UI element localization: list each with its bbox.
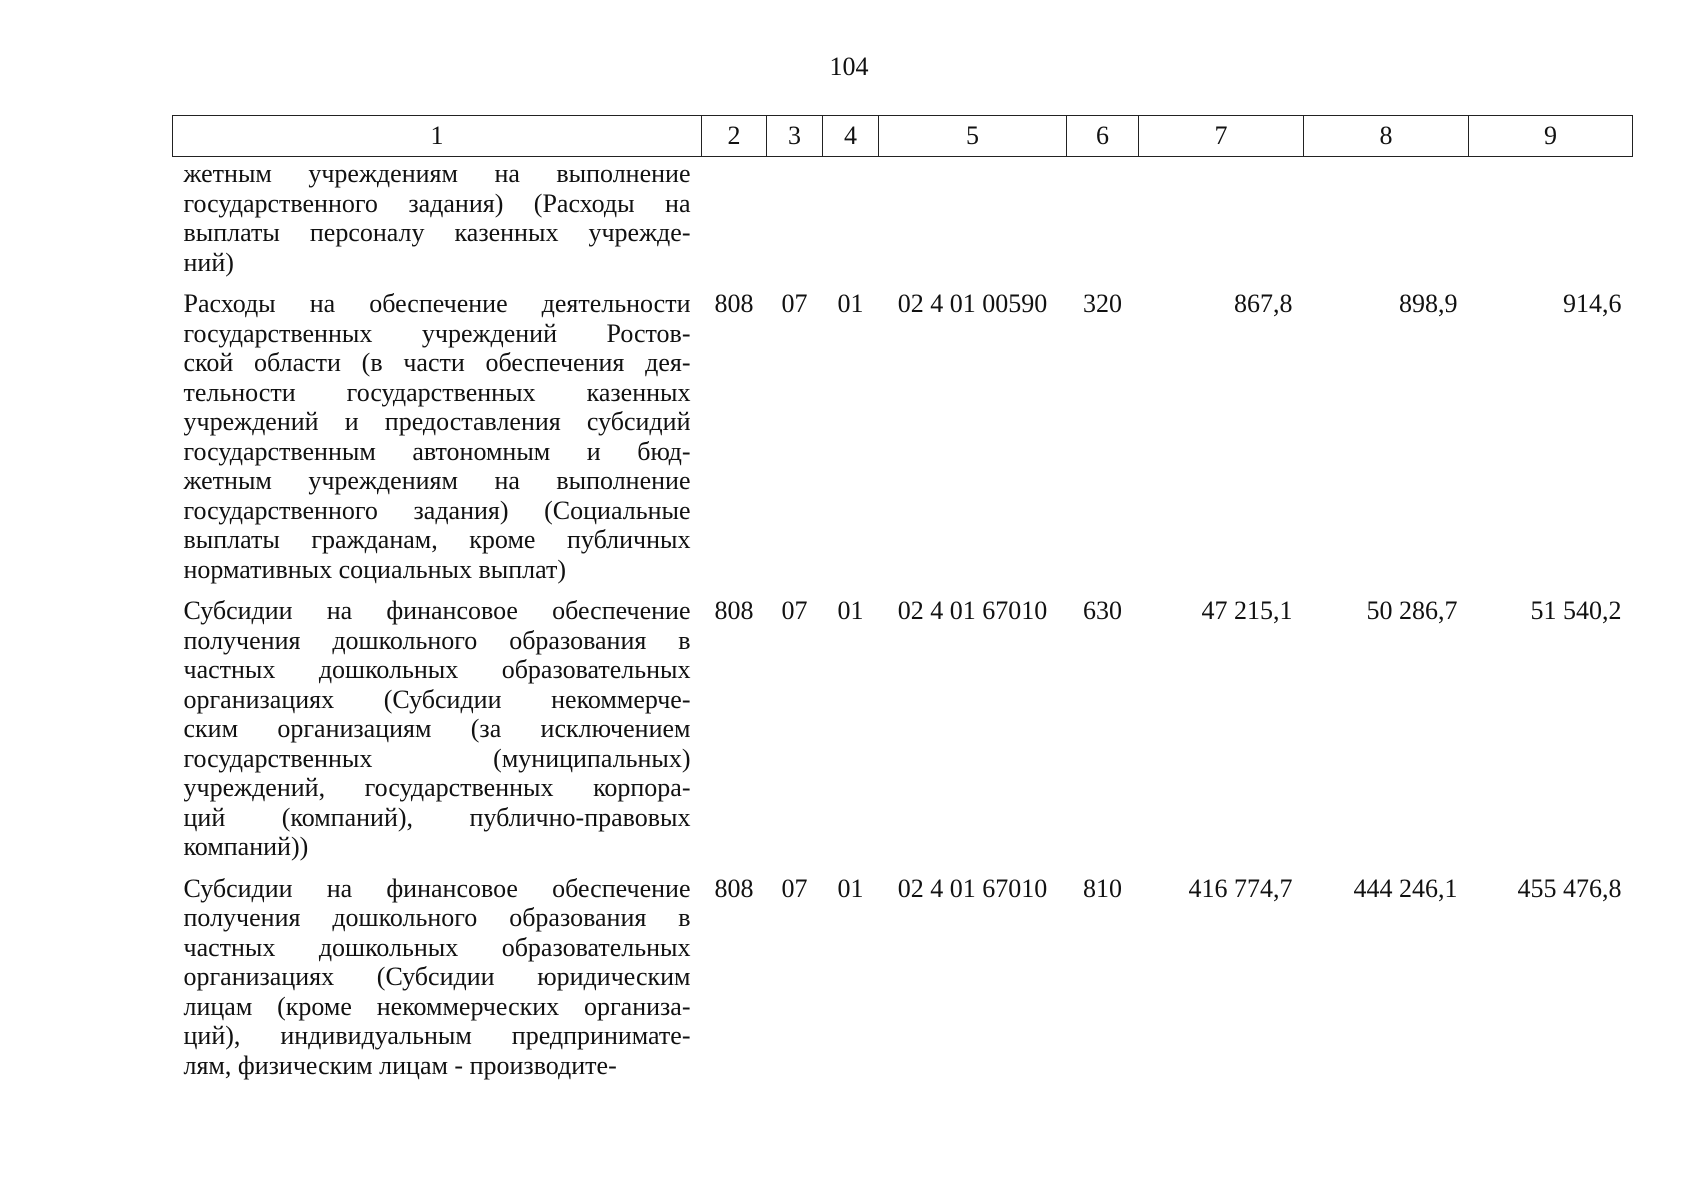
description-line: ний) xyxy=(183,247,234,277)
amount-year-3: 455 476,8 xyxy=(1517,873,1622,903)
header-col-7: 7 xyxy=(1139,116,1304,157)
description-line: частных дошкольных образовательных xyxy=(183,932,691,962)
subsection-code: 01 xyxy=(837,289,864,318)
subsection-code xyxy=(823,157,879,290)
header-col-3: 3 xyxy=(767,116,823,157)
expense-type-code: 810 xyxy=(1083,873,1122,903)
amount-year-2: 444 246,1 xyxy=(1353,873,1458,903)
description-line: получения дошкольного образования в xyxy=(183,625,691,655)
description-line: жетным учреждениям на выполнение xyxy=(183,159,691,188)
amount-year-2 xyxy=(1304,157,1469,290)
table-row xyxy=(173,157,1633,290)
description-line: получения дошкольного образования в xyxy=(183,903,691,932)
description-line: частных дошкольных образовательных xyxy=(183,655,691,684)
header-col-5: 5 xyxy=(879,116,1067,157)
table-header xyxy=(173,116,1633,157)
description-line: организациях (Субсидии юридическим xyxy=(183,962,691,991)
description-line: Субсидии на финансовое обеспечение xyxy=(183,873,691,903)
subsection-code: 01 xyxy=(837,596,864,625)
description-line: компаний)) xyxy=(183,832,309,861)
description-line: ций (компаний), публично-правовых xyxy=(183,802,691,832)
header-row xyxy=(173,116,1633,157)
row-description xyxy=(173,874,702,1093)
table-body xyxy=(173,157,1633,1093)
amount-year-2: 50 286,7 xyxy=(1366,596,1458,625)
expense-type-code: 320 xyxy=(1083,289,1122,318)
table-row xyxy=(173,874,1633,1093)
description-line: лицам (кроме некоммерческих организа- xyxy=(183,991,691,1021)
header-col-9: 9 xyxy=(1469,116,1633,157)
header-col-8: 8 xyxy=(1304,116,1469,157)
section-code xyxy=(767,157,823,290)
ministry-code: 808 xyxy=(714,596,754,625)
amount-year-1: 47 215,1 xyxy=(1201,596,1293,625)
row-description xyxy=(173,289,702,596)
description-line: тельности государственных казенных xyxy=(183,377,691,407)
section-code: 07 xyxy=(781,596,808,625)
description-line: организациях (Субсидии некоммерче- xyxy=(183,684,691,714)
row-description xyxy=(173,157,702,290)
description-line: учреждений и предоставления субсидий xyxy=(183,407,691,436)
description-line: государственных учреждений Ростов- xyxy=(183,318,691,348)
amount-year-3: 51 540,2 xyxy=(1530,596,1622,625)
amount-year-1 xyxy=(1139,157,1304,290)
amount-year-3: 914,6 xyxy=(1563,289,1622,318)
description-line: учреждений, государственных корпора- xyxy=(183,773,691,802)
description-line: Субсидии на финансовое обеспечение xyxy=(183,596,691,625)
section-code: 07 xyxy=(781,873,808,903)
description-line: выплаты персоналу казенных учрежде- xyxy=(183,218,691,247)
target-item-code: 02 4 01 67010 xyxy=(897,873,1048,903)
expense-type-code: 630 xyxy=(1083,596,1122,625)
description-line: государственным автономным и бюд- xyxy=(183,436,691,466)
row-description xyxy=(173,596,702,874)
description-line: лям, физическим лицам - производите- xyxy=(183,1050,617,1080)
ministry-code: 808 xyxy=(714,289,754,318)
table-row xyxy=(173,596,1633,874)
subsection-code: 01 xyxy=(837,873,864,903)
description-line: выплаты гражданам, кроме публичных xyxy=(183,525,691,554)
description-line: государственного задания) (Социальные xyxy=(183,495,691,525)
header-col-2: 2 xyxy=(702,116,767,157)
ministry-code xyxy=(702,157,767,290)
description-line: Расходы на обеспечение деятельности xyxy=(183,289,691,318)
description-line: ций), индивидуальным предпринимате- xyxy=(183,1021,691,1050)
section-code: 07 xyxy=(781,289,808,318)
header-col-6: 6 xyxy=(1067,116,1139,157)
description-line: государственных (муниципальных) xyxy=(183,743,691,773)
description-line: ской области (в части обеспечения дея- xyxy=(183,348,691,377)
amount-year-3 xyxy=(1469,157,1633,290)
amount-year-2: 898,9 xyxy=(1399,289,1458,318)
page-number: 104 xyxy=(829,52,869,81)
budget-table xyxy=(172,115,1633,1092)
description-line: жетным учреждениям на выполнение xyxy=(183,466,691,495)
target-item-code xyxy=(879,157,1067,290)
expense-type-code xyxy=(1067,157,1139,290)
header-col-4: 4 xyxy=(823,116,879,157)
description-line: государственного задания) (Расходы на xyxy=(183,188,691,218)
header-col-1: 1 xyxy=(173,116,702,157)
ministry-code: 808 xyxy=(714,873,754,903)
table-row xyxy=(173,289,1633,596)
description-line: ским организациям (за исключением xyxy=(183,714,691,743)
target-item-code: 02 4 01 67010 xyxy=(897,596,1048,625)
description-line: нормативных социальных выплат) xyxy=(183,554,566,584)
amount-year-1: 867,8 xyxy=(1234,289,1293,318)
target-item-code: 02 4 01 00590 xyxy=(897,289,1048,318)
amount-year-1: 416 774,7 xyxy=(1188,873,1293,903)
